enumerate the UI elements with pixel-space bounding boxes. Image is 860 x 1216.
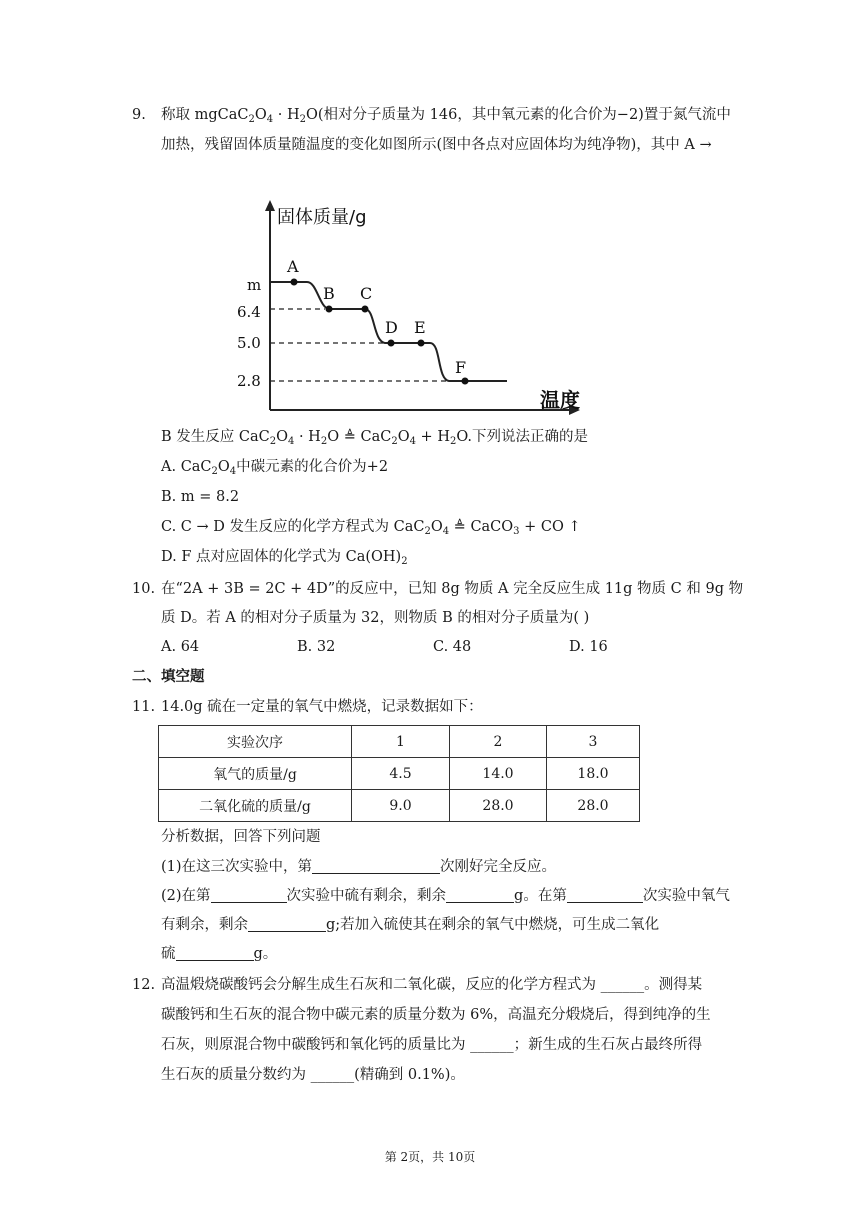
question-9-option-d: D. F 点对应固体的化学式为 $Ca(OH)_2$ — [161, 549, 408, 567]
point-e-label: E — [414, 318, 426, 337]
table-cell: 二氧化硫的质量/g — [159, 790, 352, 822]
point-a-label: A — [287, 257, 299, 276]
answer-blank[interactable] — [248, 915, 326, 932]
answer-blank[interactable] — [312, 857, 440, 874]
point-b-label: B — [323, 284, 335, 303]
question-10-option-d: D. 16 — [569, 639, 608, 655]
question-11-number: 11. — [132, 699, 156, 715]
point-b — [326, 306, 333, 313]
question-9-line-1: 称取 $mgCaC_2O_4 \cdot H_2O$(相对分子质量为 146，其中氧元素的化合价为−2)置于氮气流中 — [161, 107, 731, 125]
question-11-analyze: 分析数据，回答下列问题 — [161, 829, 321, 845]
question-11-part-3: 有剩余，剩余 g;若加入硫使其在剩余的氧气中燃烧，可生成二氧化 — [161, 917, 660, 933]
answer-blank[interactable] — [567, 886, 643, 903]
y-tick-2.8: 2.8 — [237, 372, 261, 390]
point-d — [388, 340, 395, 347]
y-axis-label: 固体质量/g — [277, 207, 367, 228]
question-9-number: 9. — [132, 107, 146, 123]
table-cell: 9.0 — [352, 790, 450, 822]
point-a — [291, 279, 298, 286]
mass-temperature-chart — [225, 195, 595, 420]
question-10-option-c: C. 48 — [433, 639, 472, 655]
table-cell: 3 — [547, 726, 640, 758]
question-9-line-3: B 发生反应 $CaC_2O_4 \cdot H_2O$ ≜ $CaC_2O_4 + H_2O$.下列说法正确的是 — [161, 429, 588, 447]
y-axis-arrow — [265, 200, 275, 211]
question-12-line-4: 生石灰的质量分数约为 ______(精确到 0.1%)。 — [161, 1067, 465, 1083]
table-cell: 28.0 — [547, 790, 640, 822]
question-12-line-1: 高温煅烧碳酸钙会分解生成生石灰和二氧化碳，反应的化学方程式为 ______。测得某 — [161, 977, 703, 993]
question-12-line-3: 石灰，则原混合物中碳酸钙和氧化钙的质量比为 ______；新生成的生石灰占最终所得 — [161, 1037, 703, 1053]
table-cell: 氧气的质量/g — [159, 758, 352, 790]
table-cell: 28.0 — [450, 790, 547, 822]
answer-blank[interactable] — [211, 886, 287, 903]
question-10-line-1: 在“2A + 3B = 2C + 4D”的反应中，已知 8g 物质 A 完全反应生成 11g 物质 C 和 9g 物 — [161, 581, 744, 597]
section-heading: 二、填空题 — [132, 669, 205, 685]
question-11-intro: 14.0g 硫在一定量的氧气中燃烧，记录数据如下： — [161, 699, 483, 715]
table-cell: 2 — [450, 726, 547, 758]
question-12-number: 12. — [132, 977, 156, 993]
point-f-label: F — [455, 358, 467, 377]
question-10-number: 10. — [132, 581, 156, 597]
y-tick-6.4: 6.4 — [237, 303, 261, 321]
question-9-option-c: C. C → D 发生反应的化学方程式为 $CaC_2O_4$ ≜ CaCO$_3$ + CO ↑ — [161, 519, 581, 537]
question-9-option-a: A. $CaC_2O_4$中碳元素的化合价为+2 — [161, 459, 389, 477]
question-12-line-2: 碳酸钙和生石灰的混合物中碳元素的质量分数为 6%，高温充分煅烧后，得到纯净的生 — [161, 1007, 711, 1023]
question-11-part-1: (1)在这三次实验中，第 次刚好完全反应。 — [161, 859, 557, 875]
table-cell: 4.5 — [352, 758, 450, 790]
table-cell: 14.0 — [450, 758, 547, 790]
question-10-option-a: A. 64 — [161, 639, 200, 655]
data-table — [158, 725, 640, 822]
question-10-option-b: B. 32 — [297, 639, 336, 655]
point-d-label: D — [385, 318, 398, 337]
point-e — [418, 340, 425, 347]
question-10-line-2: 质 D。若 A 的相对分子质量为 32，则物质 B 的相对分子质量为( ) — [161, 610, 590, 626]
point-f — [462, 378, 469, 385]
point-c-label: C — [360, 284, 373, 303]
question-11-part-4: 硫 g。 — [161, 946, 278, 962]
y-tick-5.0: 5.0 — [237, 334, 261, 352]
page-footer: 第 2页，共 10页 — [384, 1150, 476, 1164]
table-cell: 1 — [352, 726, 450, 758]
point-c — [362, 306, 369, 313]
y-tick-m: m — [247, 276, 262, 294]
answer-blank[interactable] — [446, 886, 514, 903]
answer-blank[interactable] — [176, 944, 254, 961]
table-row — [159, 790, 640, 822]
table-header-row — [159, 726, 640, 758]
table-cell: 实验次序 — [159, 726, 352, 758]
table-cell: 18.0 — [547, 758, 640, 790]
table-row — [159, 758, 640, 790]
x-axis-label: 温度 — [540, 388, 580, 412]
question-9-option-b: B. m = 8.2 — [161, 489, 240, 505]
question-9-line-2: 加热，残留固体质量随温度的变化如图所示(图中各点对应固体均为纯净物)，其中 A → — [161, 137, 712, 153]
question-11-part-2: (2)在第 次实验中硫有剩余，剩余 g。在第 次实验中氧气 — [161, 888, 730, 904]
